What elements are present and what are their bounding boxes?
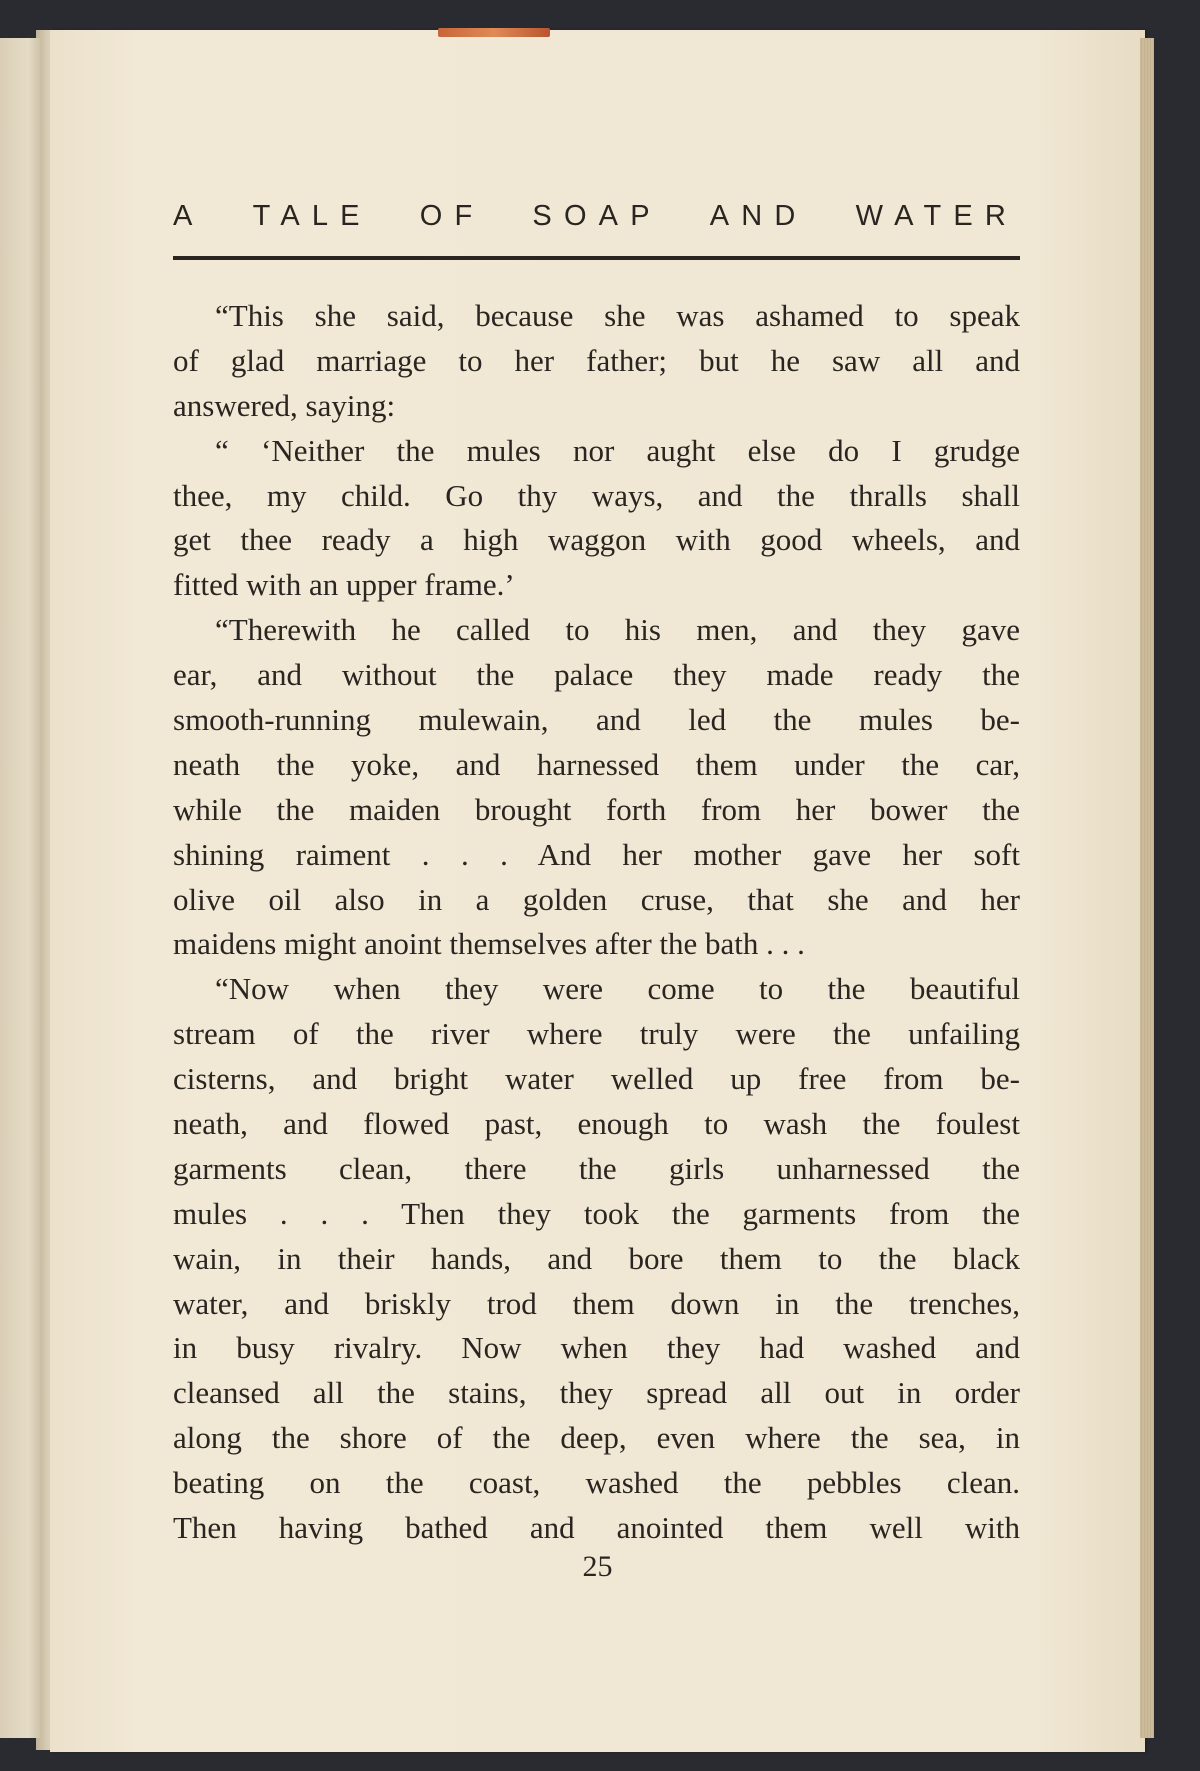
page-number: 25 xyxy=(582,1550,613,1583)
page-block-edges xyxy=(1140,38,1154,1738)
text-line: shining raiment . . . And her mother gave her soft xyxy=(173,836,1020,872)
text-line: “This she said, because she was ashamed to speak xyxy=(215,298,1020,333)
text-line: mules . . . Then they took the garments from the xyxy=(173,1195,1020,1231)
running-head-word: WATER xyxy=(855,200,1018,232)
text-line: ear, and without the palace they made ready the xyxy=(173,657,1020,693)
running-head-word: A xyxy=(173,200,205,232)
running-head-word: OF xyxy=(419,200,485,232)
text-line: smooth-running mulewain, and led the mules be- xyxy=(173,702,1020,738)
text-line: fitted with an upper frame.’ xyxy=(173,567,515,603)
text-line: in busy rivalry. Now when they had washed and xyxy=(173,1330,1020,1366)
text-line: wain, in their hands, and bore them to the black xyxy=(173,1240,1020,1276)
text-line: along the shore of the deep, even where the sea, in xyxy=(173,1420,1020,1456)
bookmark-ribbon xyxy=(438,28,550,37)
facing-page-edge xyxy=(0,38,40,1738)
text-line: answered, saying: xyxy=(173,387,396,423)
text-line: stream of the river where truly were the unfailing xyxy=(173,1016,1020,1052)
text-line: Then having bathed and anointed them well with xyxy=(173,1510,1020,1546)
text-line: olive oil also in a golden cruse, that she and her xyxy=(173,881,1020,917)
text-line: water, and briskly trod them down in the trenches, xyxy=(173,1285,1020,1321)
text-line: thee, my child. Go thy ways, and the thralls shall xyxy=(173,477,1020,513)
book-page xyxy=(50,30,1145,1752)
text-line: beating on the coast, washed the pebbles clean. xyxy=(173,1465,1020,1501)
text-line: cisterns, and bright water welled up free from be- xyxy=(173,1061,1020,1097)
text-line: cleansed all the stains, they spread all out in order xyxy=(173,1375,1020,1411)
text-line: neath, and flowed past, enough to wash the foulest xyxy=(173,1106,1020,1142)
running-head xyxy=(173,200,1018,233)
running-head-word: AND xyxy=(709,200,808,232)
header-rule xyxy=(173,256,1020,260)
running-head-word: SOAP xyxy=(532,200,662,232)
text-line: neath the yoke, and harnessed them under the car, xyxy=(173,746,1020,782)
text-line: get thee ready a high waggon with good wheels, and xyxy=(173,522,1020,558)
running-head-word: TALE xyxy=(252,200,372,232)
text-line: maidens might anoint themselves after the bath . . . xyxy=(173,926,805,962)
text-line: while the maiden brought forth from her bower the xyxy=(173,791,1020,827)
text-line: “ ‘Neither the mules nor aught else do I grudge xyxy=(215,432,1020,468)
text-line: “Now when they were come to the beautiful xyxy=(215,971,1020,1007)
text-line: garments clean, there the girls unharnessed the xyxy=(173,1150,1020,1186)
text-line: of glad marriage to her father; but he saw all and xyxy=(173,342,1020,378)
body-text xyxy=(173,294,1020,1551)
text-line: “Therewith he called to his men, and they gave xyxy=(215,612,1020,648)
